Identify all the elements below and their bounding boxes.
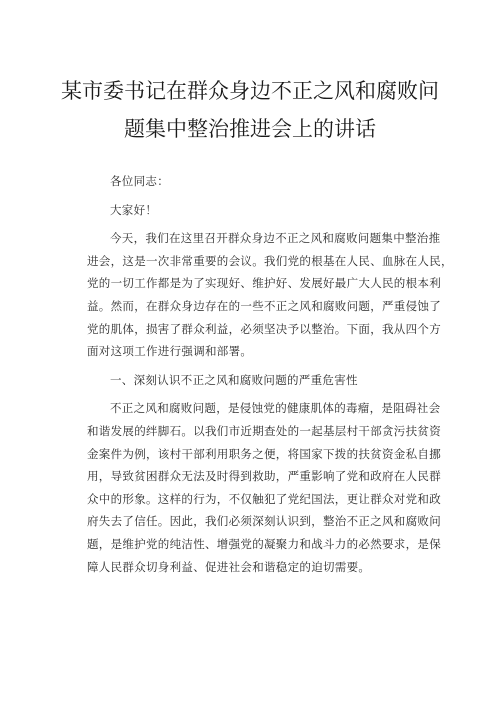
paragraph-line: 党的肌体，损害了群众利益，必须坚决予以整治。下面，我从四个方 — [87, 321, 441, 336]
section-heading: 一、深刻认识不正之风和腐败问题的严重危害性 — [110, 372, 358, 387]
paragraph-line: 不正之风和腐败问题，是侵蚀党的健康肌体的毒瘤，是阻碍社会 — [110, 401, 441, 416]
document-body — [87, 170, 453, 584]
paragraph-line: 益。然而，在群众身边存在的一些不正之风和腐败问题，严重侵蚀了 — [87, 298, 441, 313]
paragraph-line: 用，导致贫困群众无法及时得到救助，严重影响了党和政府在人民群 — [87, 469, 441, 484]
paragraph-line: 府失去了信任。因此，我们必须深刻认识到，整治不正之风和腐败问 — [87, 514, 441, 529]
paragraph-line: 和谐发展的绊脚石。以我们市近期查处的一起基层村干部贪污扶贫资 — [87, 423, 441, 438]
intro-paragraph — [87, 227, 453, 363]
paragraph-line: 众中的形象。这样的行为，不仅触犯了党纪国法，更让群众对党和政 — [87, 491, 441, 506]
greeting: 大家好！ — [110, 202, 158, 217]
page-title — [60, 72, 440, 148]
paragraph-line: 题，是维护党的纯洁性、增强党的凝聚力和战斗力的必然要求，是保 — [87, 536, 441, 551]
salutation: 各位同志： — [110, 174, 169, 188]
paragraph-line: 进会，这是一次非常重要的会议。我们党的根基在人民、血脉在人民， — [87, 253, 453, 268]
title-line: 题集中整治推进会上的讲话 — [124, 117, 376, 141]
paragraph-line: 今天，我们在这里召开群众身边不正之风和腐败问题集中整治推 — [110, 231, 441, 246]
paragraph-line: 金案件为例，该村干部利用职务之便，将国家下拨的扶贫资金私自挪 — [87, 446, 441, 461]
title-line: 某市委书记在群众身边不正之风和腐败问 — [61, 79, 439, 103]
paragraph-line: 党的一切工作都是为了实现好、维护好、发展好最广大人民的根本利 — [87, 276, 441, 291]
paragraph-line: 面对这项工作进行强调和部署。 — [87, 344, 253, 359]
section-paragraph — [87, 397, 441, 578]
paragraph-line: 障人民群众切身利益、促进社会和谐稳定的迫切需要。 — [87, 559, 371, 574]
